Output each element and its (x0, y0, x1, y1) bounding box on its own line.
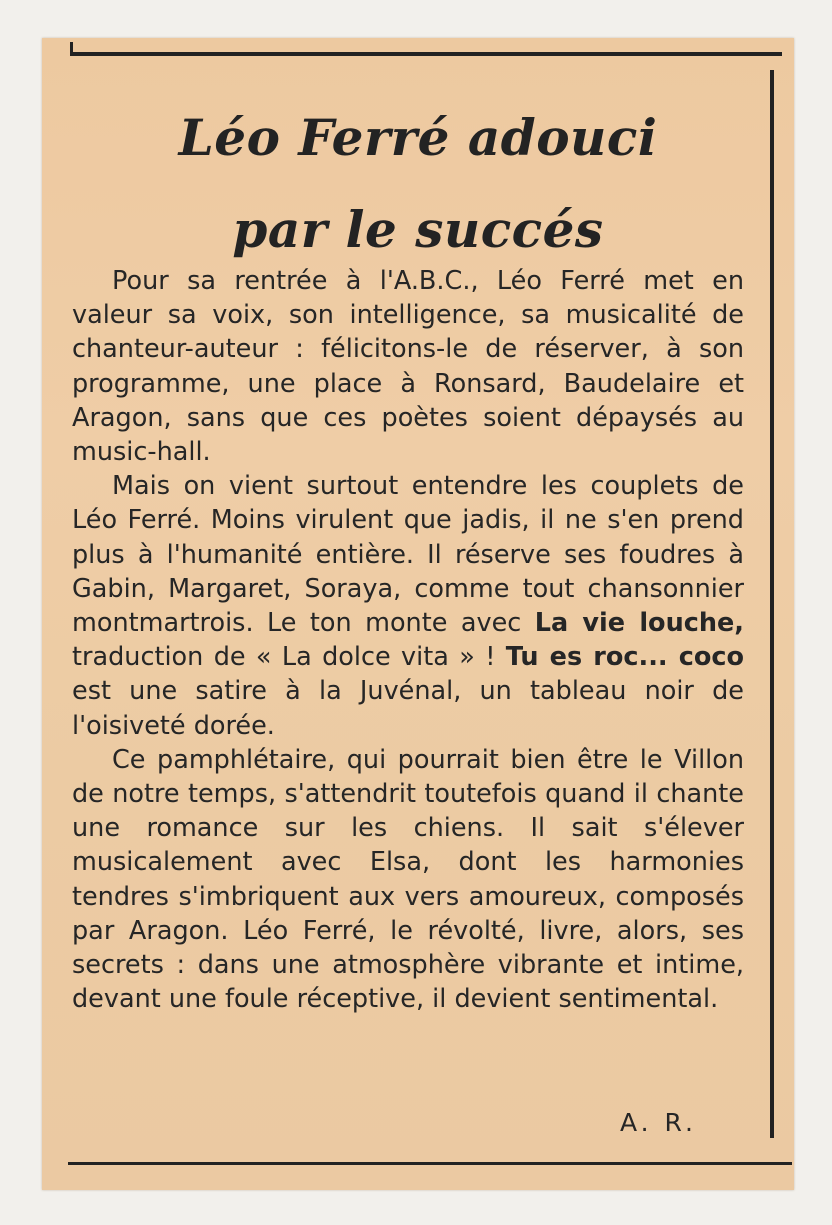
right-rule (770, 70, 774, 1138)
top-rule (70, 52, 782, 56)
bottom-rule (68, 1162, 792, 1165)
paragraph-3: Ce pamphlétaire, qui pourrait bien être le Villon de notre temps, s'attendrit toutefois quand il chante une romance sur les chiens. Il sait s'élever musicalement avec Elsa, dont les harmonies tendres s'imbriquent aux vers amoureux, composés par Aragon. Léo Ferré, le révolté, livre, alors, ses secrets : dans une atmosphère vibrante et intime, devant une foule réceptive, il devient sentimental. (72, 744, 744, 1015)
headline-line-1: Léo Ferré adouci (178, 108, 658, 167)
song-title-la-vie-louche: La vie louche, (534, 608, 744, 639)
article-body (72, 264, 744, 1016)
paragraph-2-text-c: est une satire à la Juvénal, un tableau noir de l'oisiveté dorée. (72, 676, 744, 741)
paragraph-2-text-b: traduction de « La dolce vita » ! (72, 642, 506, 673)
paragraph-2-text-a: Mais on vient surtout entendre les couplets de Léo Ferré. Moins virulent que jadis, il ne s'en prend plus à l'humanité entière. Il réserve ses foudres à Gabin, Margaret, Soraya, comme tout chansonnier montmartrois. Le ton monte avec (72, 471, 744, 639)
headline-line-2: par le succés (232, 200, 604, 259)
headline (80, 92, 756, 276)
paragraph-1: Pour sa rentrée à l'A.B.C., Léo Ferré met en valeur sa voix, son intelligence, sa musicalité de chanteur-auteur : félicitons-le de réserver, à son programme, une place à Ronsard, Baudelaire et Aragon, sans que ces poètes soient dépaysés au music-hall. (72, 266, 744, 468)
song-title-tu-es-roc-coco: Tu es roc... coco (505, 642, 744, 673)
paragraph-2 (72, 469, 744, 743)
author-signature: A. R. (620, 1108, 697, 1137)
